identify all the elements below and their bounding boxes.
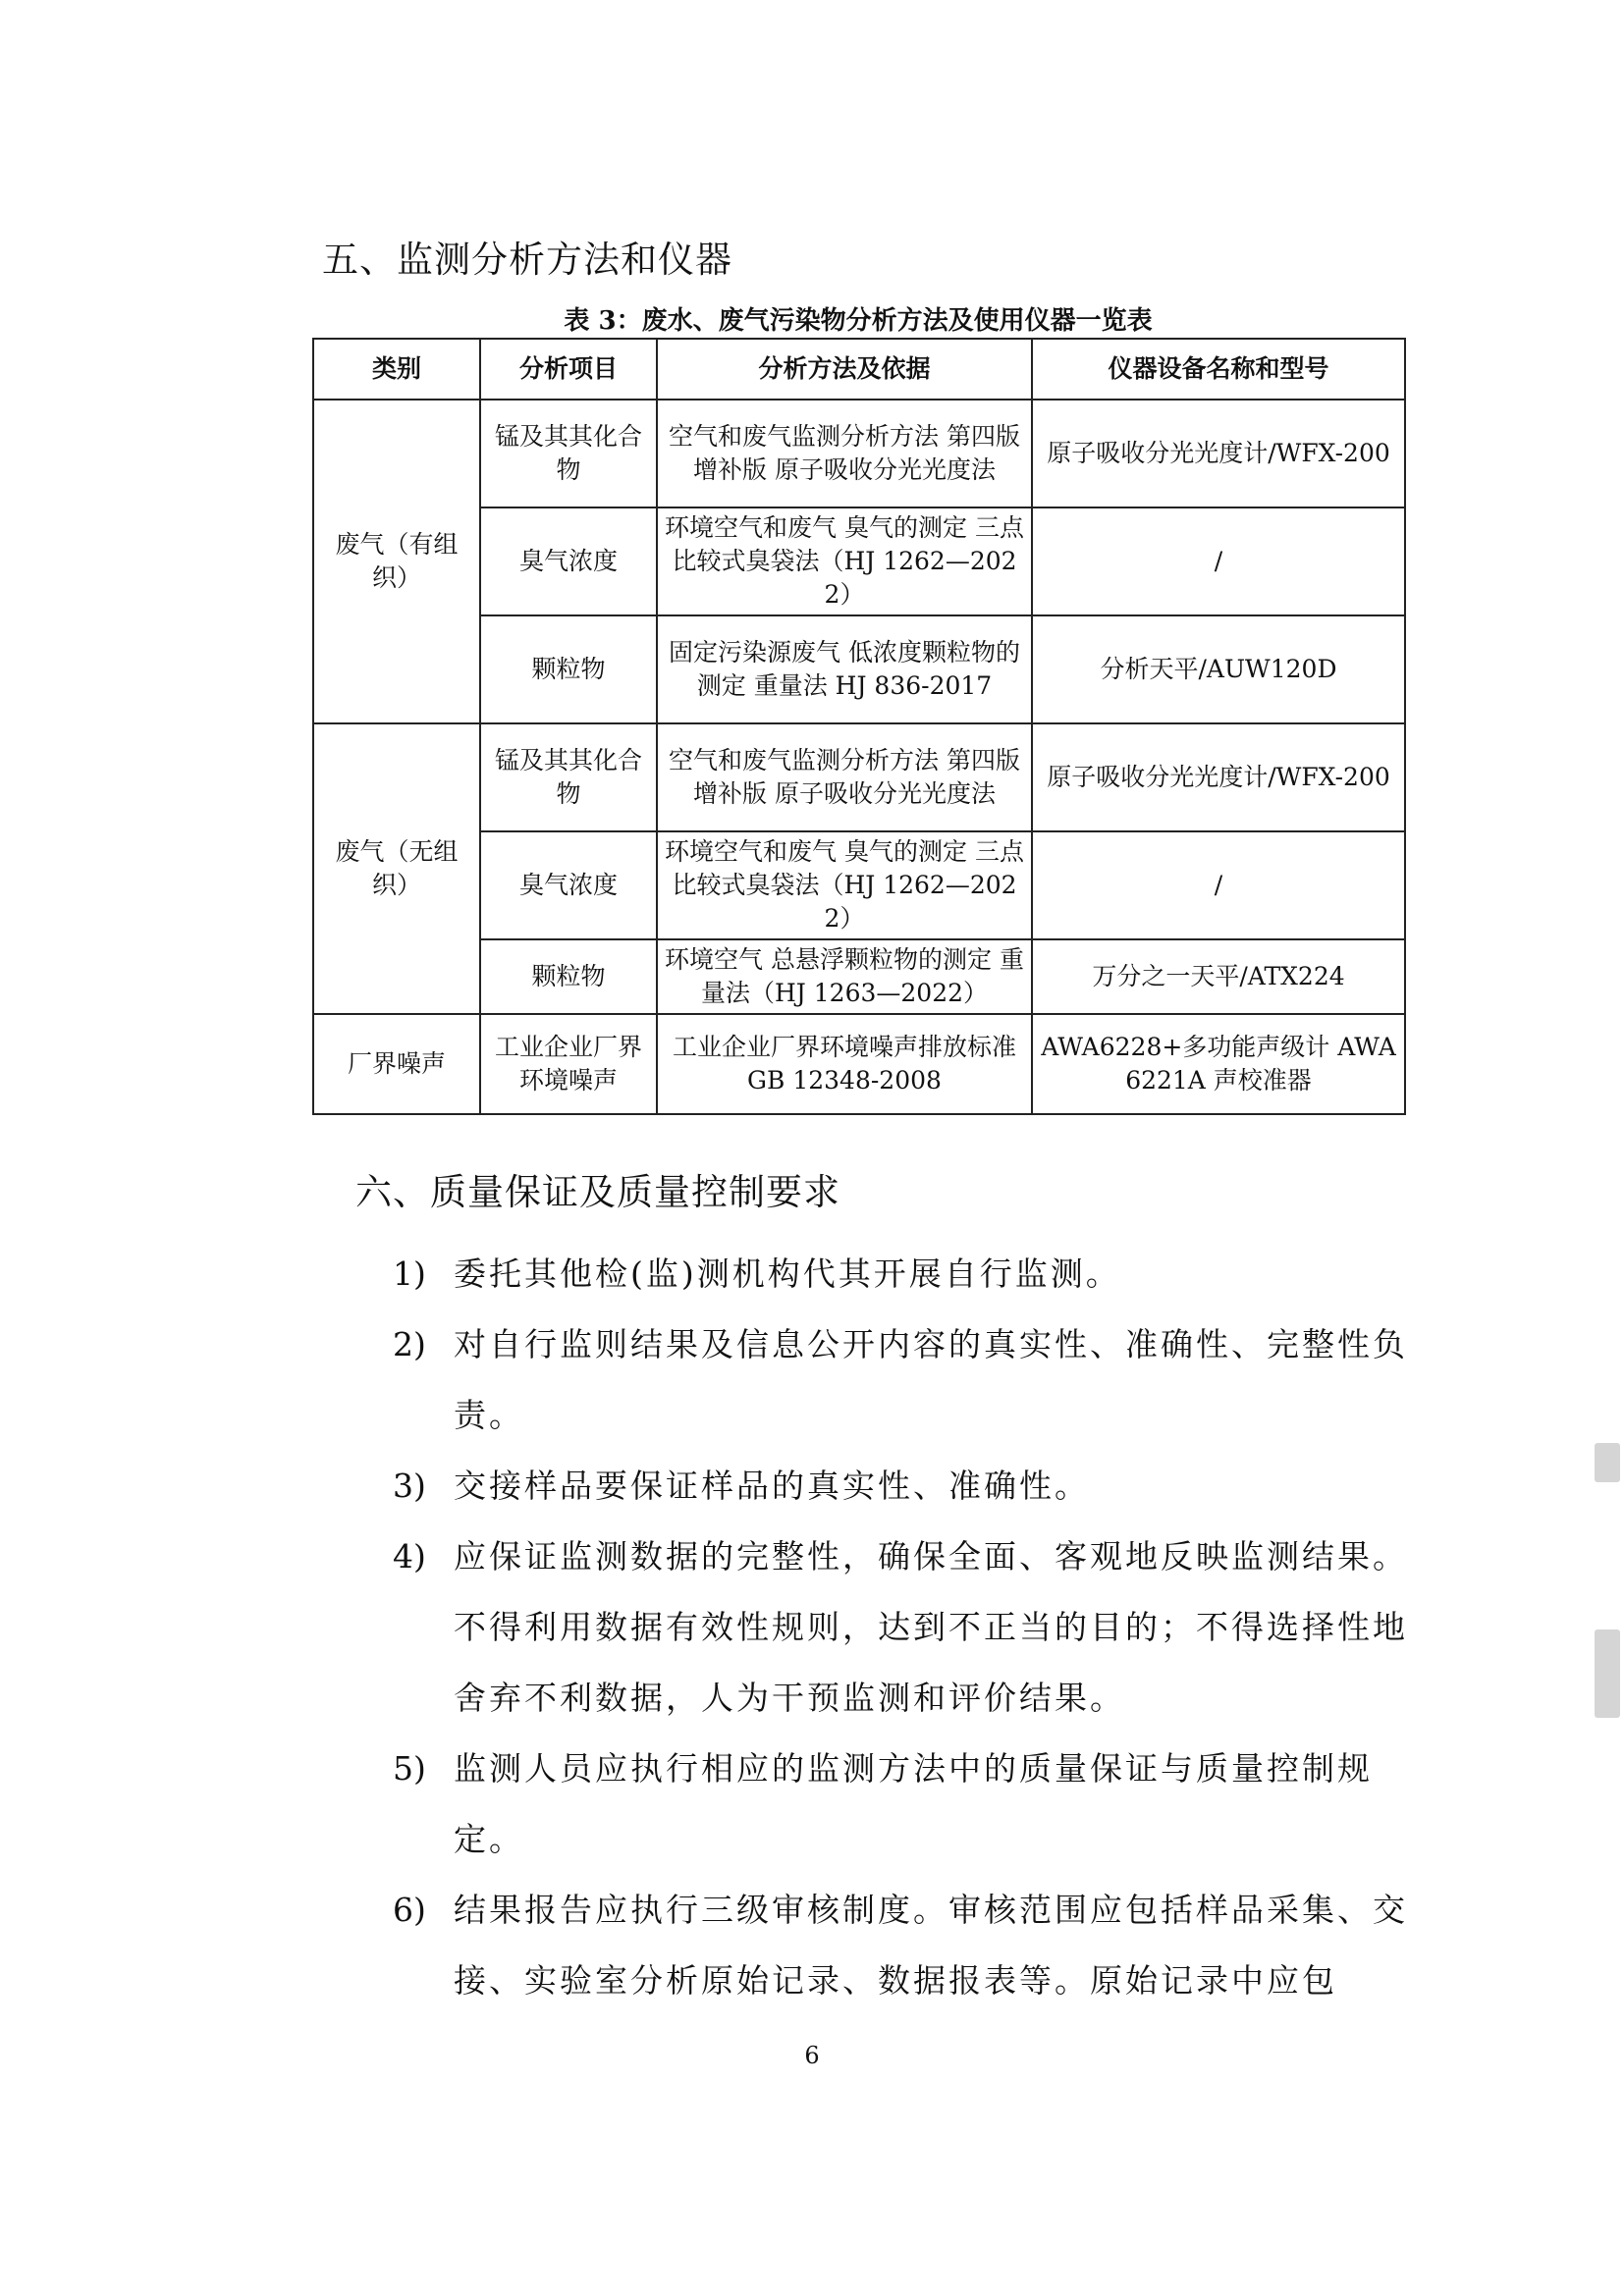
table-row [313, 1014, 1405, 1114]
instrument-cell: 原子吸收分光光度计/WFX-200 [1032, 723, 1405, 831]
list-item [393, 1522, 1414, 1734]
list-item-text: 对自行监则结果及信息公开内容的真实性、准确性、完整性负责。 [454, 1325, 1408, 1434]
table-row [313, 723, 1405, 831]
instrument-cell: 万分之一天平/ATX224 [1032, 939, 1405, 1014]
instrument-cell: 原子吸收分光光度计/WFX-200 [1032, 400, 1405, 507]
table-row [313, 400, 1405, 507]
list-item-number: 1) [393, 1255, 426, 1293]
category-cell: 废气（无组织） [313, 723, 480, 1014]
method-cell: 空气和废气监测分析方法 第四版增补版 原子吸收分光光度法 [657, 723, 1032, 831]
instrument-cell: 分析天平/AUW120D [1032, 615, 1405, 723]
list-item-number: 5) [393, 1749, 426, 1788]
method-cell: 固定污染源废气 低浓度颗粒物的测定 重量法 HJ 836-2017 [657, 615, 1032, 723]
list-item-text: 结果报告应执行三级审核制度。审核范围应包括样品采集、交接、实验室分析原始记录、数据报表等。原始记录中应包 [454, 1891, 1408, 2000]
item-cell: 锰及其其化合物 [480, 400, 657, 507]
section-6-heading: 六、质量保证及质量控制要求 [355, 1171, 840, 1213]
header-item: 分析项目 [480, 339, 657, 400]
list-item [393, 1734, 1414, 1875]
analysis-methods-table [312, 338, 1406, 1115]
method-cell: 环境空气和废气 臭气的测定 三点比较式臭袋法（HJ 1262—2022） [657, 831, 1032, 939]
section-5-heading: 五、监测分析方法和仪器 [322, 239, 732, 281]
method-cell: 空气和废气监测分析方法 第四版增补版 原子吸收分光光度法 [657, 400, 1032, 507]
method-cell: 环境空气 总悬浮颗粒物的测定 重量法（HJ 1263—2022） [657, 939, 1032, 1014]
header-instrument: 仪器设备名称和型号 [1032, 339, 1405, 400]
list-item-number: 3) [393, 1467, 426, 1505]
list-item-text: 应保证监测数据的完整性，确保全面、客观地反映监测结果。不得利用数据有效性规则，达到不正当的目的；不得选择性地舍弃不利数据，人为干预监测和评价结果。 [454, 1537, 1408, 1717]
item-cell: 颗粒物 [480, 615, 657, 723]
list-item [393, 1309, 1414, 1451]
list-item [393, 1875, 1414, 2016]
category-cell: 废气（有组织） [313, 400, 480, 723]
instrument-cell: / [1032, 831, 1405, 939]
category-cell: 厂界噪声 [313, 1014, 480, 1114]
method-cell: 工业企业厂界环境噪声排放标准 GB 12348-2008 [657, 1014, 1032, 1114]
list-item-number: 6) [393, 1891, 426, 1929]
table-caption: 表 3：废水、废气污染物分析方法及使用仪器一览表 [564, 306, 1153, 336]
list-item-text: 委托其他检(监)测机构代其开展自行监测。 [454, 1255, 1121, 1293]
item-cell: 颗粒物 [480, 939, 657, 1014]
instrument-cell: AWA6228+多功能声级计 AWA6221A 声校准器 [1032, 1014, 1405, 1114]
method-cell: 环境空气和废气 臭气的测定 三点比较式臭袋法（HJ 1262—2022） [657, 507, 1032, 615]
header-category: 类别 [313, 339, 480, 400]
table-header-row [313, 339, 1405, 400]
list-item-text: 监测人员应执行相应的监测方法中的质量保证与质量控制规定。 [454, 1749, 1373, 1858]
list-item [393, 1239, 1414, 1309]
list-item-number: 4) [393, 1537, 426, 1575]
header-method: 分析方法及依据 [657, 339, 1032, 400]
list-item [393, 1451, 1414, 1522]
instrument-cell: / [1032, 507, 1405, 615]
list-item-number: 2) [393, 1325, 426, 1363]
page-number: 6 [804, 2042, 820, 2069]
quality-control-list [393, 1239, 1414, 2016]
item-cell: 锰及其其化合物 [480, 723, 657, 831]
item-cell: 臭气浓度 [480, 831, 657, 939]
item-cell: 工业企业厂界环境噪声 [480, 1014, 657, 1114]
scan-artifact [1595, 1629, 1620, 1718]
item-cell: 臭气浓度 [480, 507, 657, 615]
list-item-text: 交接样品要保证样品的真实性、准确性。 [454, 1467, 1090, 1505]
scan-artifact [1595, 1443, 1620, 1482]
